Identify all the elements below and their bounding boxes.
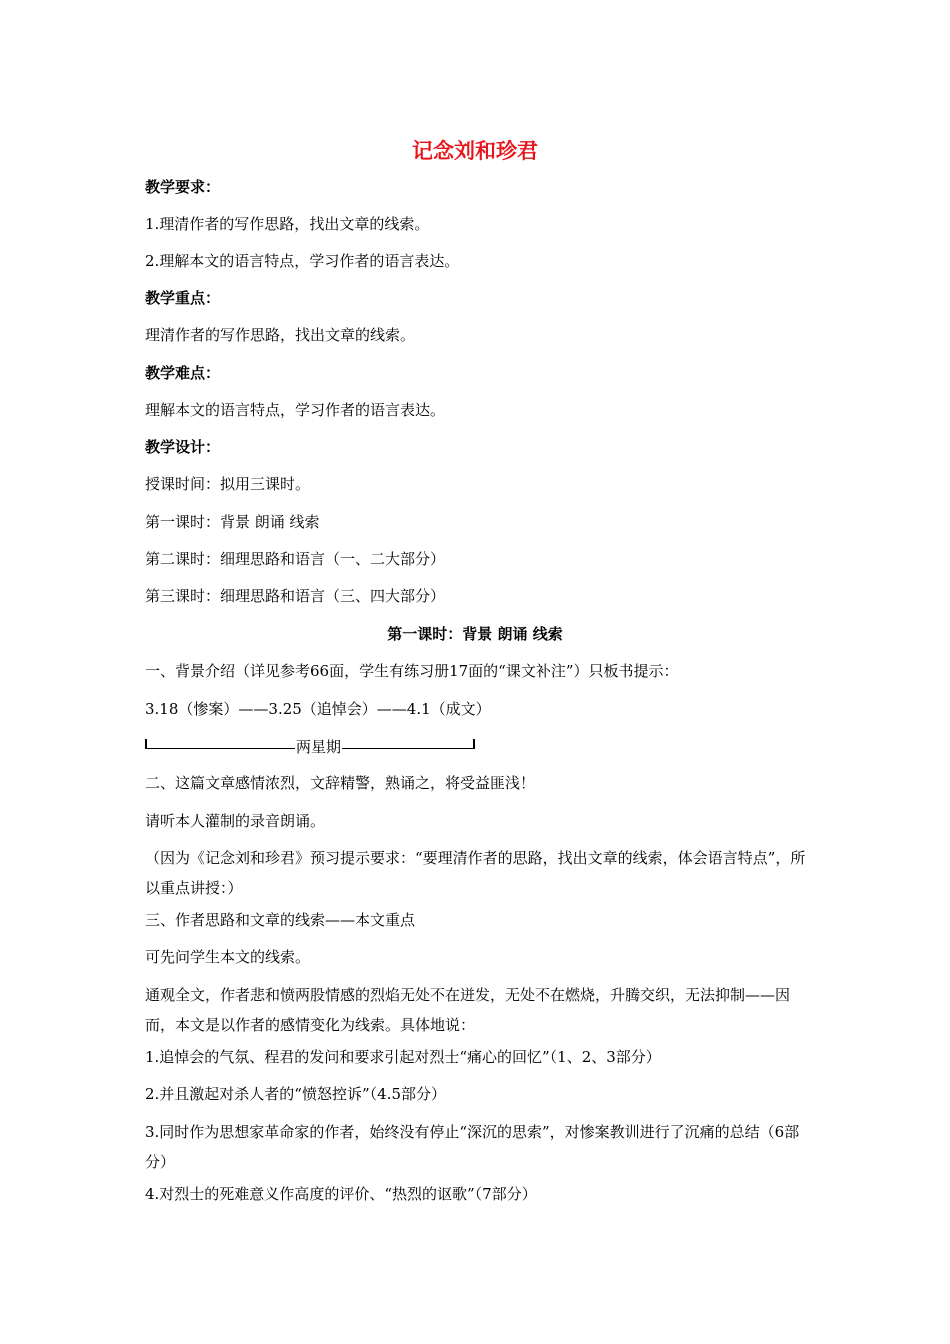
section-two: 二、这篇文章感情浓烈，文辞精警，熟诵之，将受益匪浅！: [145, 774, 536, 792]
lesson1-heading: 第一课时：背景 朗诵 线索: [387, 625, 563, 643]
timeline-label: 两星期: [296, 738, 342, 756]
requirement-item: 1.理清作者的写作思路，找出文章的线索。: [145, 215, 430, 233]
difficulty-text: 理解本文的语言特点，学习作者的语言表达。: [145, 401, 446, 419]
timeline-text: 3.18（惨案）——3.25（追悼会）——4.1（成文）: [145, 700, 491, 718]
listen-line: 请听本人灌制的录音朗诵。: [145, 812, 326, 830]
design-heading: 教学设计：: [145, 438, 221, 456]
design-line: 第二课时：细理思路和语言（一、二大部分）: [145, 550, 446, 568]
bracket-right-corner: [473, 739, 475, 749]
section-three: 三、作者思路和文章的线索——本文重点: [145, 911, 416, 929]
clue-point: 3.同时作为思想家革命家的作者，始终没有停止“深沉的思索”，对惨案教训进行了沉痛的总结（6部分）: [145, 1123, 800, 1171]
key-point-heading: 教学重点：: [145, 289, 221, 307]
requirements-heading: 教学要求：: [145, 178, 221, 196]
clue-point: 2.并且激起对杀人者的“愤怒控诉”（4.5部分）: [145, 1085, 447, 1103]
design-line: 授课时间：拟用三课时。: [145, 475, 311, 493]
difficulty-heading: 教学难点：: [145, 364, 221, 382]
key-point-text: 理清作者的写作思路，找出文章的线索。: [145, 326, 416, 344]
document-title: 记念刘和珍君: [412, 139, 538, 163]
design-line: 第三课时：细理思路和语言（三、四大部分）: [145, 587, 446, 605]
timeline-bracket: [145, 738, 475, 756]
ask-line: 可先问学生本文的线索。: [145, 948, 311, 966]
clue-point: 4.对烈士的死难意义作高度的评价、“热烈的讴歌”（7部分）: [145, 1185, 537, 1203]
background-intro: 一、背景介绍（详见参考66面，学生有练习册17面的“课文补注”）只板书提示：: [145, 662, 679, 680]
requirement-item: 2.理解本文的语言特点，学习作者的语言表达。: [145, 252, 460, 270]
design-line: 第一课时：背景 朗诵 线索: [145, 513, 320, 531]
overview-paragraph: 通观全文，作者悲和愤两股情感的烈焰无处不在迸发，无处不在燃烧，升腾交织，无法抑制——因而，本文是以作者的感情变化为线索。具体地说：: [145, 986, 791, 1034]
note-paragraph: （因为《记念刘和珍君》预习提示要求：“要理清作者的思路，找出文章的线索，体会语言特点”，所以重点讲授：）: [145, 849, 806, 897]
clue-point: 1.追悼会的气氛、程君的发问和要求引起对烈士“痛心的回忆”（1、2、3部分）: [145, 1048, 661, 1066]
